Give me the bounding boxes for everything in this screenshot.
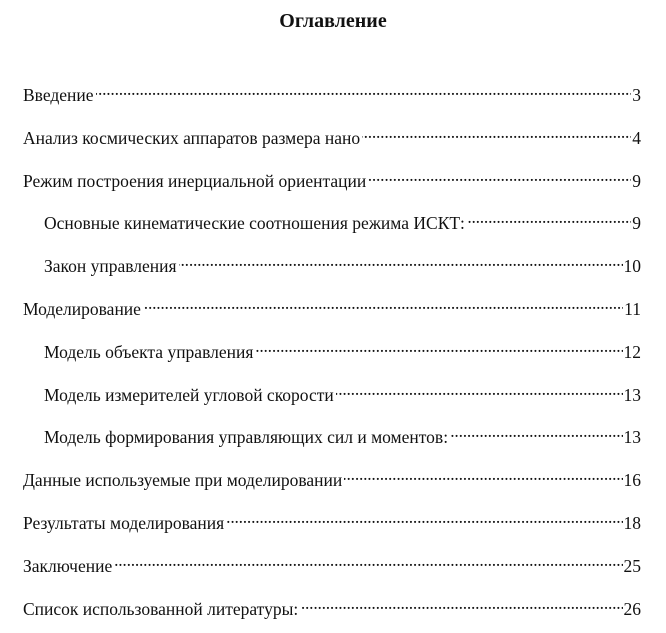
toc-title: Оглавление [279,10,387,32]
toc-entry-kinematic-relations[interactable] [0,205,666,234]
toc-dot-leader [114,548,622,572]
toc-list [0,77,666,633]
toc-page-number: 9 [632,213,641,234]
toc-page-number: 26 [623,598,641,619]
toc-dot-leader [344,462,622,486]
toc-page-number: 3 [632,85,641,105]
toc-entry-label: Моделирование [23,298,141,319]
toc-page-number: 11 [624,298,641,319]
toc-entry-introduction[interactable] [0,77,666,105]
toc-entry-label: Основные кинематические соотношения режима ИСКТ: [44,213,465,234]
toc-entry-control-object-model[interactable] [0,334,666,362]
toc-dot-leader [467,205,631,229]
toc-page-number: 9 [632,170,641,191]
toc-entry-label: Результаты моделирования [23,512,225,533]
toc-dot-leader [300,591,622,615]
toc-entry-label: Закон управления [44,256,177,277]
toc-dot-leader [368,163,631,187]
toc-page-number: 4 [632,127,641,148]
toc-entry-label: Введение [23,85,94,105]
toc-page-number: 25 [623,555,641,576]
toc-page-number: 16 [623,470,641,491]
toc-dot-leader [143,291,623,315]
toc-entry-angular-rate-sensor-model[interactable] [0,377,666,405]
toc-dot-leader [450,419,622,443]
toc-page-number: 10 [623,256,641,277]
toc-dot-leader [96,77,632,101]
toc-entry-modeling[interactable] [0,291,666,319]
toc-entry-label: Список использованной литературы: [23,598,299,619]
toc-entry-label: Анализ космических аппаратов размера нано [23,127,361,148]
toc-entry-references[interactable] [0,591,666,619]
toc-page-number: 13 [623,427,641,448]
toc-dot-leader [255,334,622,358]
toc-entry-modeling-results[interactable] [0,505,666,533]
toc-entry-label: Модель измерителей угловой скорости [44,384,334,405]
toc-entry-conclusion[interactable] [0,548,666,576]
toc-entry-control-forces-model[interactable] [0,419,666,448]
toc-entry-label: Модель объекта управления [44,341,254,362]
toc-dot-leader [336,377,623,401]
toc-entry-label: Модель формирования управляющих сил и моментов: [44,427,449,448]
toc-dot-leader [179,248,623,272]
toc-page-number: 13 [623,384,641,405]
toc-entry-label: Данные используемые при моделировании [23,470,343,491]
toc-entry-label: Заключение [23,555,113,576]
toc-dot-leader [362,120,631,144]
toc-entry-label: Режим построения инерциальной ориентации [23,170,367,191]
toc-page-number: 12 [623,341,641,362]
toc-page-number: 18 [623,512,641,533]
toc-dot-leader [226,505,622,529]
toc-entry-modeling-data[interactable] [0,462,666,491]
toc-entry-inertial-orientation-mode[interactable] [0,163,666,191]
toc-entry-nano-satellite-analysis[interactable] [0,120,666,148]
toc-entry-control-law[interactable] [0,248,666,277]
